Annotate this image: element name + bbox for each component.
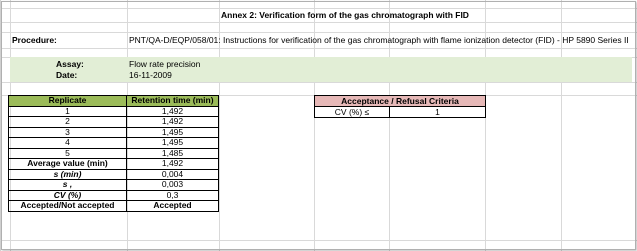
- replicate-cell[interactable]: 1: [9, 106, 127, 117]
- status-row: [9, 201, 219, 212]
- page-title: Annex 2: Verification form of the gas chromatograph with FID: [221, 10, 469, 20]
- replicate-header: Replicate: [9, 96, 127, 107]
- criteria-cv-value[interactable]: 1: [390, 107, 486, 118]
- average-value[interactable]: 1,492: [127, 159, 219, 170]
- grid-line: [0, 82, 637, 83]
- retention-header: Retention time (min): [127, 96, 219, 107]
- sr-row: [9, 180, 219, 191]
- sr-label: s ,: [9, 180, 127, 191]
- date-value: 16-11-2009: [129, 70, 172, 80]
- table-row: [9, 127, 219, 138]
- grid-line: [0, 22, 637, 23]
- sr-value[interactable]: 0,003: [127, 180, 219, 191]
- criteria-header: Acceptance / Refusal Criteria: [315, 96, 486, 107]
- procedure-value: PNT/QA-D/EQP/058/01: Instructions for verification of the gas chromatograph with flame ionization detector (FID) - HP 5890 Series II: [129, 35, 629, 45]
- replicate-table: [8, 95, 219, 212]
- criteria-cv-label: CV (%) ≤: [315, 107, 390, 118]
- s-label: s (min): [9, 169, 127, 180]
- retention-cell[interactable]: 1,485: [127, 148, 219, 159]
- grid-line: [0, 8, 637, 9]
- retention-cell[interactable]: 1,495: [127, 127, 219, 138]
- retention-cell[interactable]: 1,495: [127, 138, 219, 149]
- replicate-cell[interactable]: 4: [9, 138, 127, 149]
- grid-line: [0, 48, 637, 49]
- cv-row: [9, 190, 219, 201]
- procedure-label: Procedure:: [12, 35, 57, 45]
- s-value[interactable]: 0,004: [127, 169, 219, 180]
- status-label: Accepted/Not accepted: [9, 201, 127, 212]
- assay-label: Assay:: [56, 59, 84, 69]
- table-row: [9, 138, 219, 149]
- assay-band: [10, 57, 632, 82]
- replicate-cell[interactable]: 5: [9, 148, 127, 159]
- cv-value[interactable]: 0,3: [127, 190, 219, 201]
- status-value[interactable]: Accepted: [127, 201, 219, 212]
- average-label: Average value (min): [9, 159, 127, 170]
- replicate-cell[interactable]: 3: [9, 127, 127, 138]
- table-row: [9, 148, 219, 159]
- cv-label: CV (%): [9, 190, 127, 201]
- table-row: [9, 106, 219, 117]
- criteria-row: [315, 107, 486, 118]
- replicate-cell[interactable]: 2: [9, 117, 127, 128]
- table-row: [9, 117, 219, 128]
- retention-cell[interactable]: 1,492: [127, 106, 219, 117]
- assay-value: Flow rate precision: [129, 59, 201, 69]
- criteria-table: [314, 95, 486, 118]
- grid-line: [0, 240, 637, 241]
- grid-line: [0, 32, 637, 33]
- average-row: [9, 159, 219, 170]
- s-row: [9, 169, 219, 180]
- retention-cell[interactable]: 1,492: [127, 117, 219, 128]
- date-label: Date:: [56, 70, 78, 80]
